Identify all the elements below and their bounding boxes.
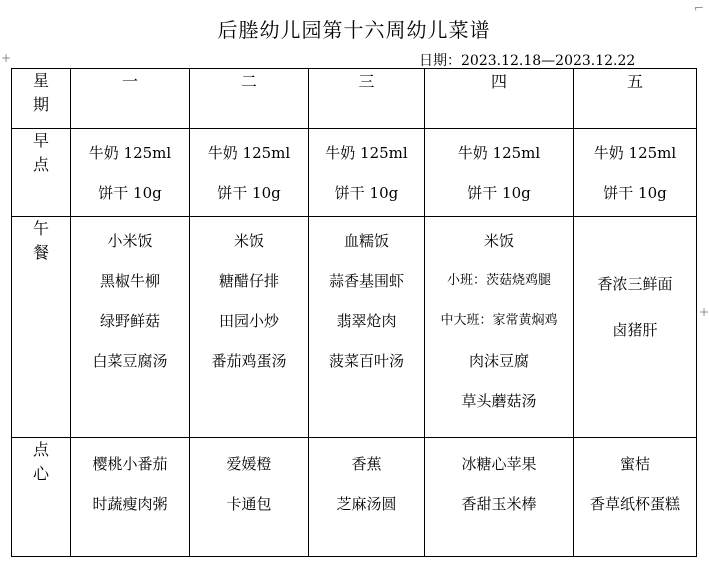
- menu-item: 樱桃小番茄: [92, 455, 168, 473]
- menu-item: 中大班：家常黄焖鸡: [440, 313, 558, 328]
- lunch-cell-fri: [574, 217, 697, 438]
- snack-cell-thu: [425, 438, 574, 557]
- menu-item: 草头蘑菇汤: [461, 392, 537, 410]
- breakfast-cell-thu: [425, 129, 574, 217]
- menu-item: 牛奶 125ml: [325, 144, 408, 162]
- date-range: 日期：2023.12.18—2023.12.22: [419, 53, 636, 69]
- snack-row: [12, 438, 697, 557]
- menu-item: 田园小炒: [218, 312, 279, 330]
- menu-item: 饼干 10g: [467, 184, 531, 202]
- menu-item: 米饭: [483, 232, 514, 250]
- menu-item: 菠菜百叶汤: [328, 352, 404, 370]
- breakfast-label-line-2: 点: [32, 155, 49, 174]
- menu-item: 牛奶 125ml: [593, 144, 677, 162]
- menu-item: 时蔬瘦肉粥: [92, 495, 168, 513]
- lunch-cell-tue: [190, 217, 309, 438]
- page-corner-mark-icon: ⌐: [694, 1, 705, 15]
- snack-cell-mon: [71, 438, 190, 557]
- menu-item: 小米饭: [107, 232, 153, 250]
- breakfast-cell-fri: [574, 129, 697, 217]
- breakfast-cell-wed: [309, 129, 425, 217]
- weekday-corner-line-2: 期: [32, 95, 49, 114]
- table-resize-handle-icon[interactable]: +: [699, 305, 709, 319]
- menu-item: 血糯饭: [343, 232, 389, 250]
- menu-item: 牛奶 125ml: [457, 144, 541, 162]
- menu-item: 蜜桔: [619, 455, 650, 473]
- menu-item: 香蕉: [351, 455, 382, 473]
- weekday-corner-line-1: 星: [32, 71, 49, 90]
- snack-label-line-1: 点: [32, 440, 49, 459]
- menu-item: 香甜玉米棒: [461, 495, 537, 513]
- menu-item: 饼干 10g: [334, 184, 399, 202]
- menu-item: 芝麻汤圆: [336, 495, 397, 513]
- menu-item: 白菜豆腐汤: [92, 352, 168, 370]
- menu-item: 饼干 10g: [603, 184, 667, 202]
- menu-item: 卤猪肝: [612, 321, 658, 339]
- menu-item: 绿野鲜菇: [99, 312, 160, 330]
- menu-item: 爱媛橙: [226, 455, 272, 473]
- lunch-row: [12, 217, 697, 438]
- menu-item: 饼干 10g: [217, 184, 281, 202]
- breakfast-cell-tue: [190, 129, 309, 217]
- menu-item: 糖醋仔排: [218, 272, 279, 290]
- lunch-cell-thu: [425, 217, 574, 438]
- menu-item: 番茄鸡蛋汤: [211, 352, 287, 370]
- snack-label-line-2: 心: [32, 464, 49, 483]
- day-header-thu: 四: [425, 69, 574, 129]
- breakfast-label-line-1: 早: [32, 131, 49, 150]
- menu-item: 香草纸杯蛋糕: [589, 495, 680, 513]
- menu-item: 米饭: [233, 232, 264, 250]
- breakfast-row: [12, 129, 697, 217]
- lunch-label-line-1: 午: [32, 219, 49, 238]
- day-header-mon: 一: [71, 69, 190, 129]
- menu-item: 肉沫豆腐: [468, 352, 529, 370]
- lunch-label-cell: [12, 217, 71, 438]
- menu-item: 饼干 10g: [98, 184, 162, 202]
- table-move-handle-icon[interactable]: +: [1, 51, 12, 65]
- menu-item: 牛奶 125ml: [88, 144, 172, 162]
- day-header-wed: 三: [309, 69, 425, 129]
- page-title: 后塍幼儿园第十六周幼儿菜谱: [217, 18, 491, 42]
- snack-cell-fri: [574, 438, 697, 557]
- lunch-label-line-2: 餐: [32, 243, 49, 262]
- menu-item: 翡翠炝肉: [336, 312, 397, 330]
- menu-item: 蒜香基围虾: [328, 272, 404, 290]
- menu-item: 香浓三鲜面: [597, 275, 673, 293]
- menu-table: [11, 68, 697, 557]
- weekday-corner-cell: [12, 69, 71, 129]
- menu-item: 冰糖心苹果: [461, 455, 537, 473]
- menu-item: 小班：茨菇烧鸡腿: [446, 273, 551, 288]
- snack-cell-wed: [309, 438, 425, 557]
- menu-item: 卡通包: [226, 495, 272, 513]
- breakfast-label-cell: [12, 129, 71, 217]
- day-header-fri: 五: [574, 69, 697, 129]
- header-row: [12, 69, 697, 129]
- lunch-cell-wed: [309, 217, 425, 438]
- snack-label-cell: [12, 438, 71, 557]
- snack-cell-tue: [190, 438, 309, 557]
- menu-item: 牛奶 125ml: [207, 144, 291, 162]
- breakfast-cell-mon: [71, 129, 190, 217]
- day-header-tue: 二: [190, 69, 309, 129]
- lunch-cell-mon: [71, 217, 190, 438]
- menu-item: 黑椒牛柳: [99, 272, 160, 290]
